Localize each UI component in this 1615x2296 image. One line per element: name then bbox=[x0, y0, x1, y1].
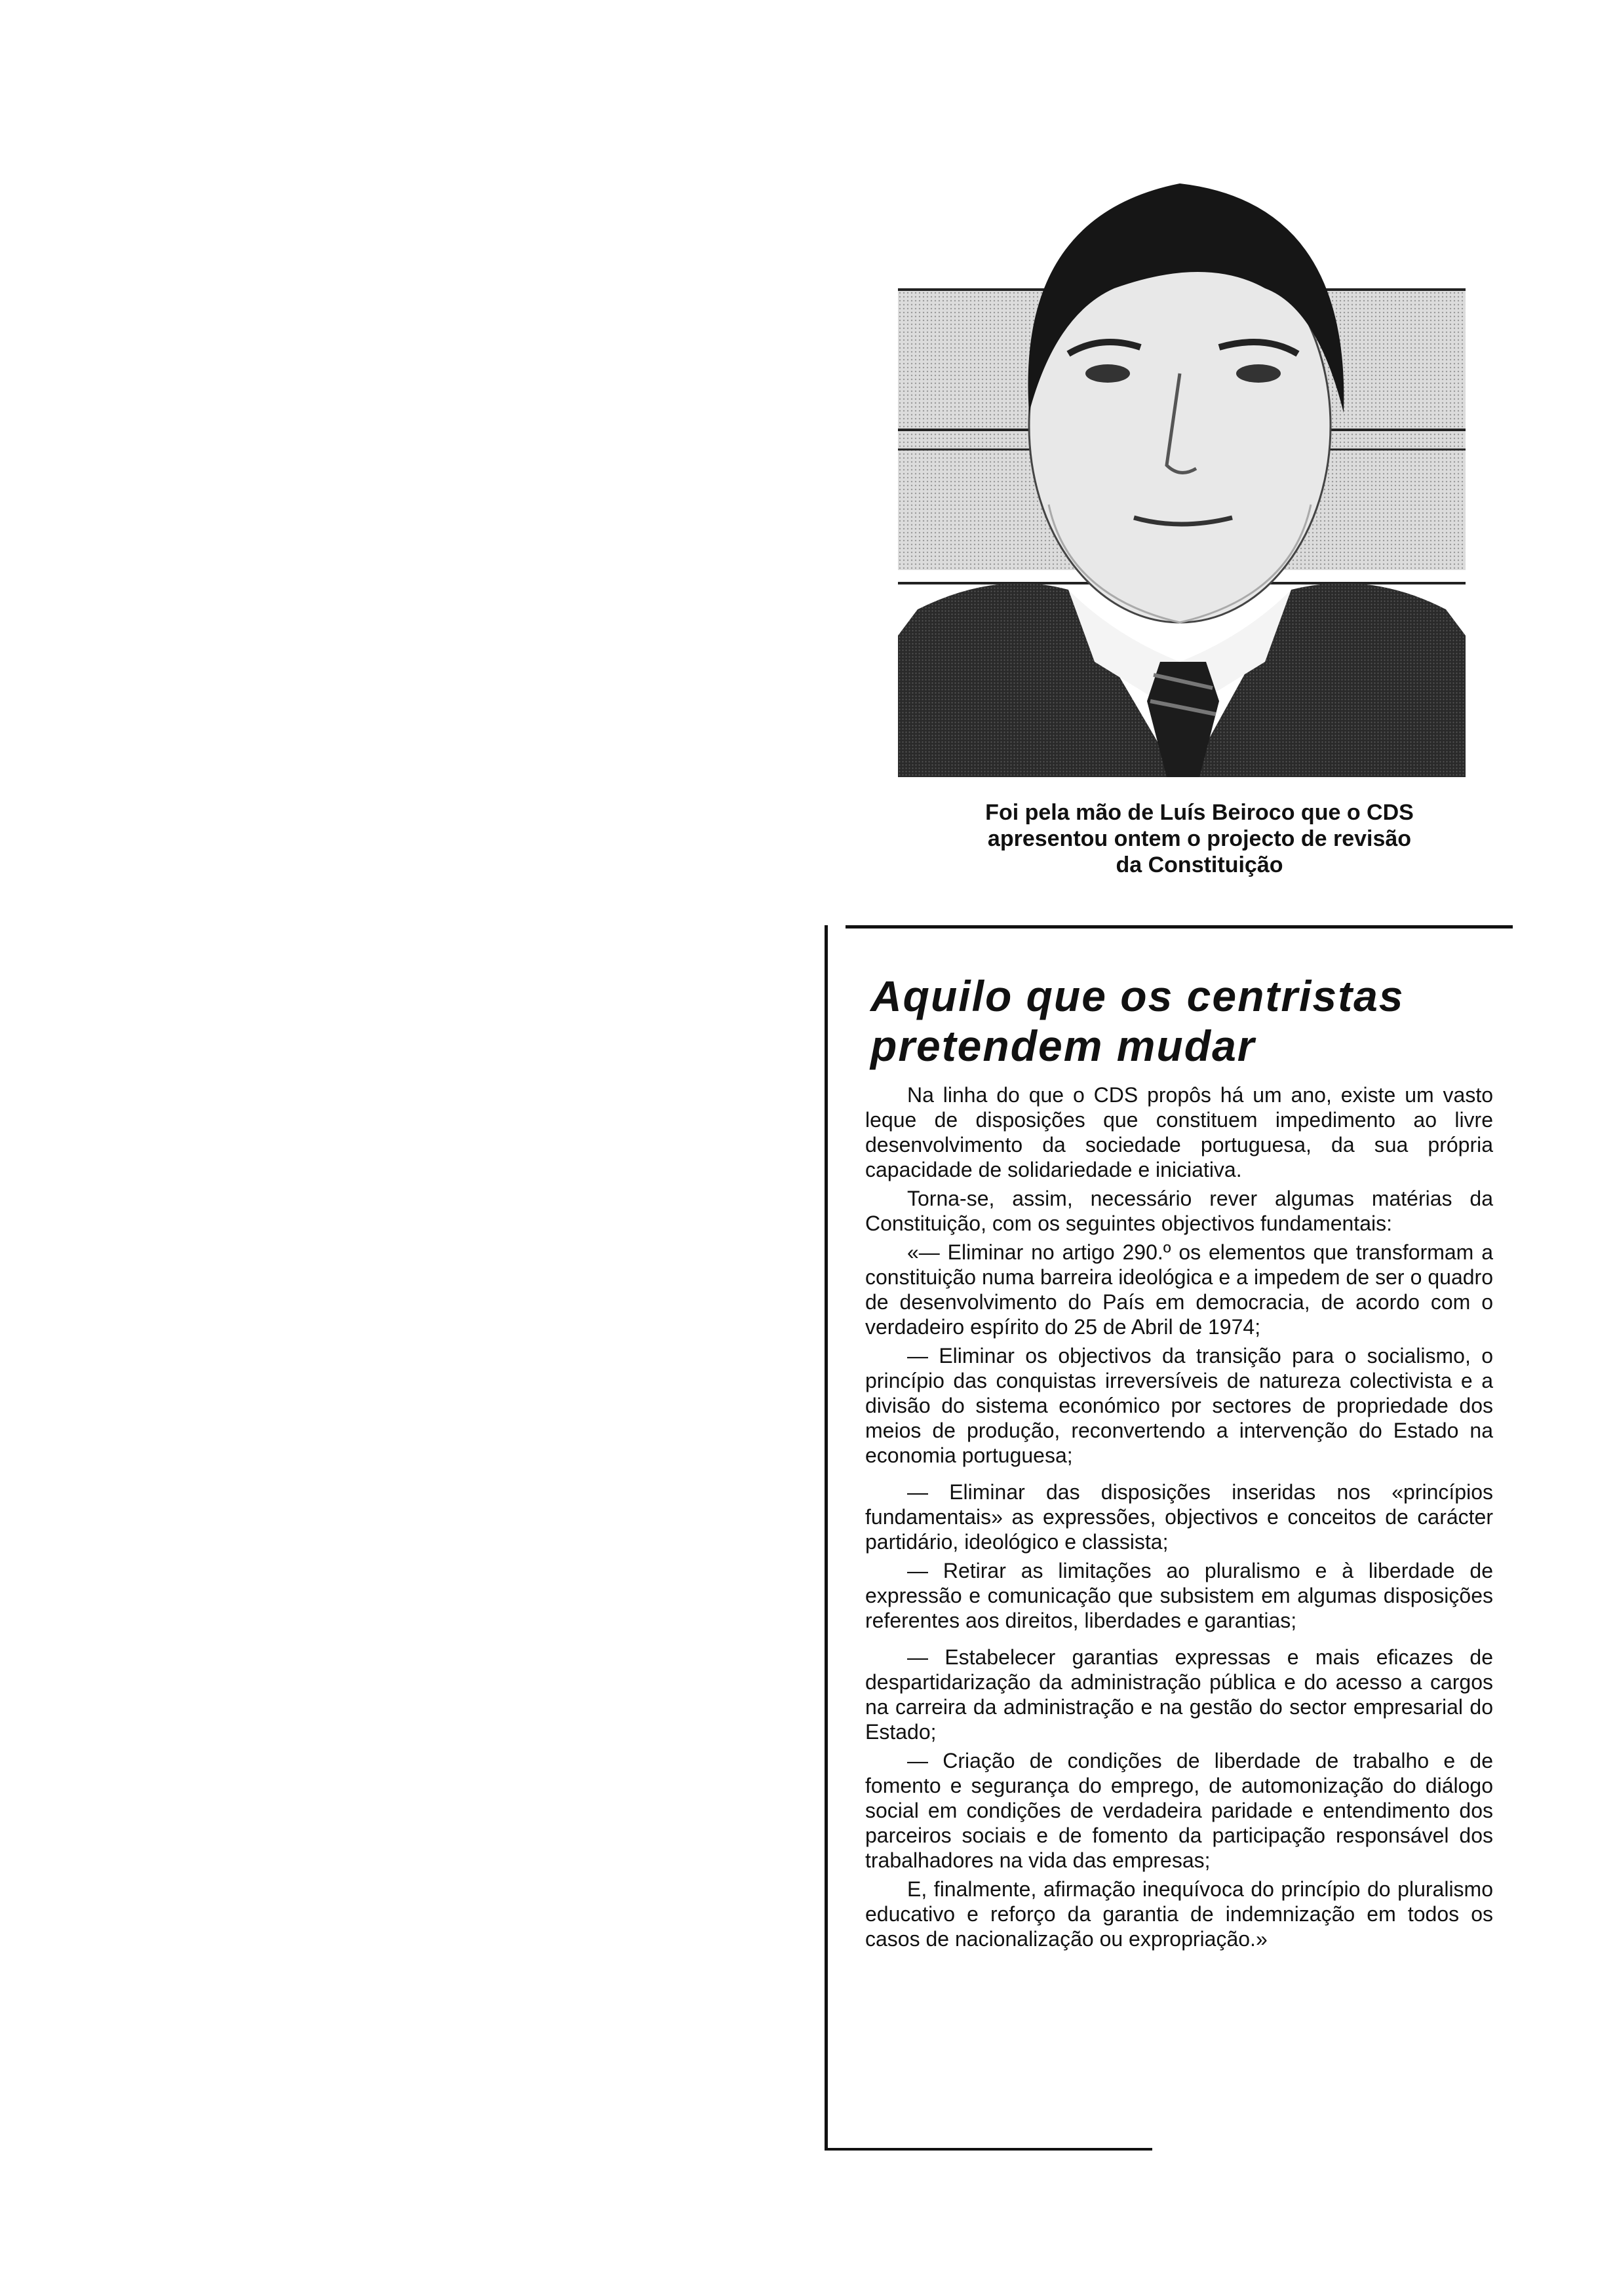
article-headline bbox=[870, 971, 1500, 1071]
photo-caption bbox=[918, 799, 1481, 878]
article-paragraph: — Eliminar os objectivos da transição para o socialismo, o princípio das conquistas irreversíveis de natureza colectivista e a divisão do sistema económico por sectores de propriedade dos meios de produção, reconvertendo a intervenção do Estado na economia portuguesa; bbox=[865, 1344, 1493, 1467]
article-paragraph: — Eliminar das disposições inseridas nos «princípios fundamentais» as expressões, objectivos e conceitos de carácter partidário, ideológico e classista; bbox=[865, 1480, 1493, 1554]
headline-line-1: Aquilo que os centristas bbox=[870, 972, 1405, 1020]
article-body bbox=[865, 1082, 1493, 1955]
article-paragraph: — Retirar as limitações ao pluralismo e à liberdade de expressão e comunicação que subsistem em algumas disposições referentes aos direitos, liberdades e garantias; bbox=[865, 1559, 1493, 1632]
article-paragraph: Torna-se, assim, necessário rever algumas matérias da Constituição, com os seguintes objectivos fundamentais: bbox=[865, 1187, 1493, 1235]
portrait-photo bbox=[898, 138, 1466, 777]
article-paragraph: Na linha do que o CDS propôs há um ano, existe um vasto leque de disposições que constituem impedimento ao livre desenvolvimento da sociedade portuguesa, da sua própria capacidade de solidariedade e iniciativa. bbox=[865, 1083, 1493, 1181]
caption-line-3: da Constituição bbox=[1116, 852, 1283, 877]
portrait-illustration bbox=[898, 138, 1466, 777]
headline-line-2: pretendem mudar bbox=[870, 1022, 1256, 1070]
article-box bbox=[825, 925, 1513, 2151]
caption-line-1: Foi pela mão de Luís Beiroco que o CDS bbox=[985, 800, 1414, 825]
article-bottom-rule bbox=[825, 2148, 1152, 2151]
article-paragraph: «— Eliminar no artigo 290.º os elementos que transformam a constituição numa barreira ideológica e a impedem de ser o quadro de desenvolvimento do País em democracia, de acordo com o verdadeiro espírito do 25 de Abril de 1974; bbox=[865, 1240, 1493, 1339]
article-paragraph: — Criação de condições de liberdade de trabalho e de fomento e segurança do emprego, de automonização do diálogo social em condições de verdadeira paridade e entendimento dos parceiros sociais e de fomento da participação responsável dos trabalhadores na vida das empresas; bbox=[865, 1749, 1493, 1872]
caption-line-2: apresentou ontem o projecto de revisão bbox=[987, 826, 1412, 851]
article-paragraph: E, finalmente, afirmação inequívoca do princípio do pluralismo educativo e reforço da garantia de indemnização em todos os casos de nacionalização ou expropriação.» bbox=[865, 1877, 1493, 1951]
article-top-rule bbox=[846, 925, 1513, 928]
article-left-rule bbox=[825, 925, 828, 2151]
article-paragraph: — Estabelecer garantias expressas e mais eficazes de despartidarização da administração pública e do acesso a cargos na carreira da administração e na gestão do sector empresarial do Estado; bbox=[865, 1645, 1493, 1744]
